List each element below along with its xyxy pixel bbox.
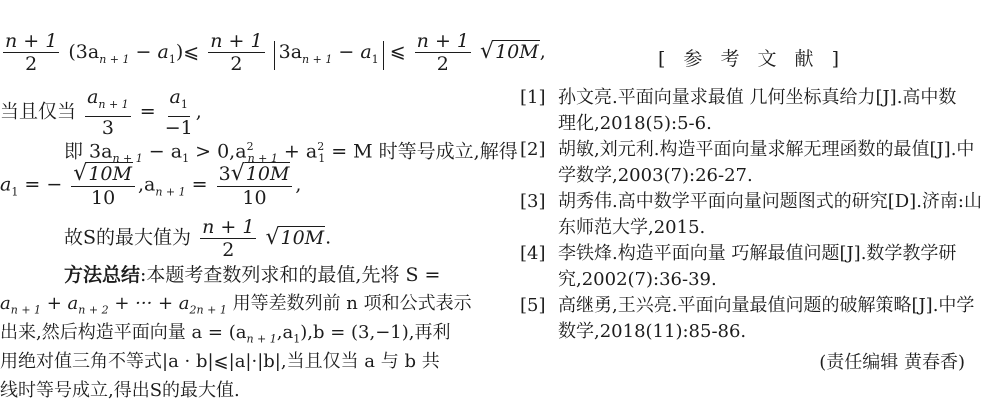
- square-root: √ 10M: [480, 38, 539, 64]
- text: 当且仅当: [0, 100, 77, 123]
- fraction: $\frac{a_1}{-1}$: [164, 86, 193, 139]
- fraction-numerator: n + 1: [5, 30, 58, 52]
- summary-line-4: 用绝对值三角不等式|a · b|⩽|a|·|b|,当且仅当 a 与 b 共: [0, 351, 440, 372]
- editor-credit: (责任编辑 黄春香): [819, 352, 965, 373]
- text-line-3: 即 $3a_{n + 1} - a_1 > 0,a^2_{n + 1} + a^2_1 = M$ 时等号成立,解得: [64, 140, 518, 166]
- summary-line-5: 线时等号成立,得出S的最大值.: [0, 380, 240, 401]
- square-root: √ 10M: [265, 224, 325, 250]
- fraction: [3, 30, 59, 75]
- fraction: $\frac{n + 1}{2}$: [210, 30, 263, 75]
- summary-line-3: 出来,然后构造平面向量 $a = (a_{n + 1},a_1),b = (3,-1)$,再利: [0, 322, 451, 346]
- fraction: 3 √ 10M 10: [217, 162, 293, 209]
- equation-1: $\frac{n + 1}{2}$ ($3a_{n + 1}$ − $a_1)⩽$ $\frac{n + 1}{2}$ $3a_{n + 1} - a_1$ ⩽ $\frac{n + 1}{2}$ √ 10M ,: [5, 30, 546, 75]
- text-line-5: 故S的最大值为 $\frac{n + 1}{2}$ √ 10M .: [64, 216, 332, 261]
- fraction: $\frac{n + 1}{2}$: [416, 30, 469, 75]
- summary-line-2: $a_{n + 1} + a_{n + 2}$ + ··· + $a_{2n + 1}$ 用等差数列前 n 项和公式表示: [0, 293, 472, 317]
- fraction-denominator: 2: [25, 53, 38, 75]
- summary-line-1: 方法总结:本题考查数列求和的最值,先将 S =: [64, 264, 441, 286]
- expr-part: ($3a_{n + 1}$ − $a_1)⩽$: [68, 40, 200, 66]
- absolute-value: $3a_{n + 1} - a_1$: [274, 41, 384, 71]
- fraction: √ 10M 10: [71, 162, 135, 209]
- method-summary-label: 方法总结: [64, 264, 141, 286]
- equation-2: 当且仅当 $\frac{a_{n + 1}}{3}$ = $\frac{a_1}{-1}$ ,: [0, 86, 202, 139]
- fraction: $\frac{a_{n + 1}}{3}$: [87, 86, 129, 139]
- equation-4: $a_1$ = − √ 10M 10 $,a_{n + 1}$ = 3 √ 10M 10 ,: [0, 161, 302, 209]
- references-title: [ 参 考 文 献 ]: [657, 48, 846, 70]
- fraction: $\frac{n + 1}{2}$: [202, 216, 255, 261]
- leq-sign: ⩽: [389, 40, 406, 63]
